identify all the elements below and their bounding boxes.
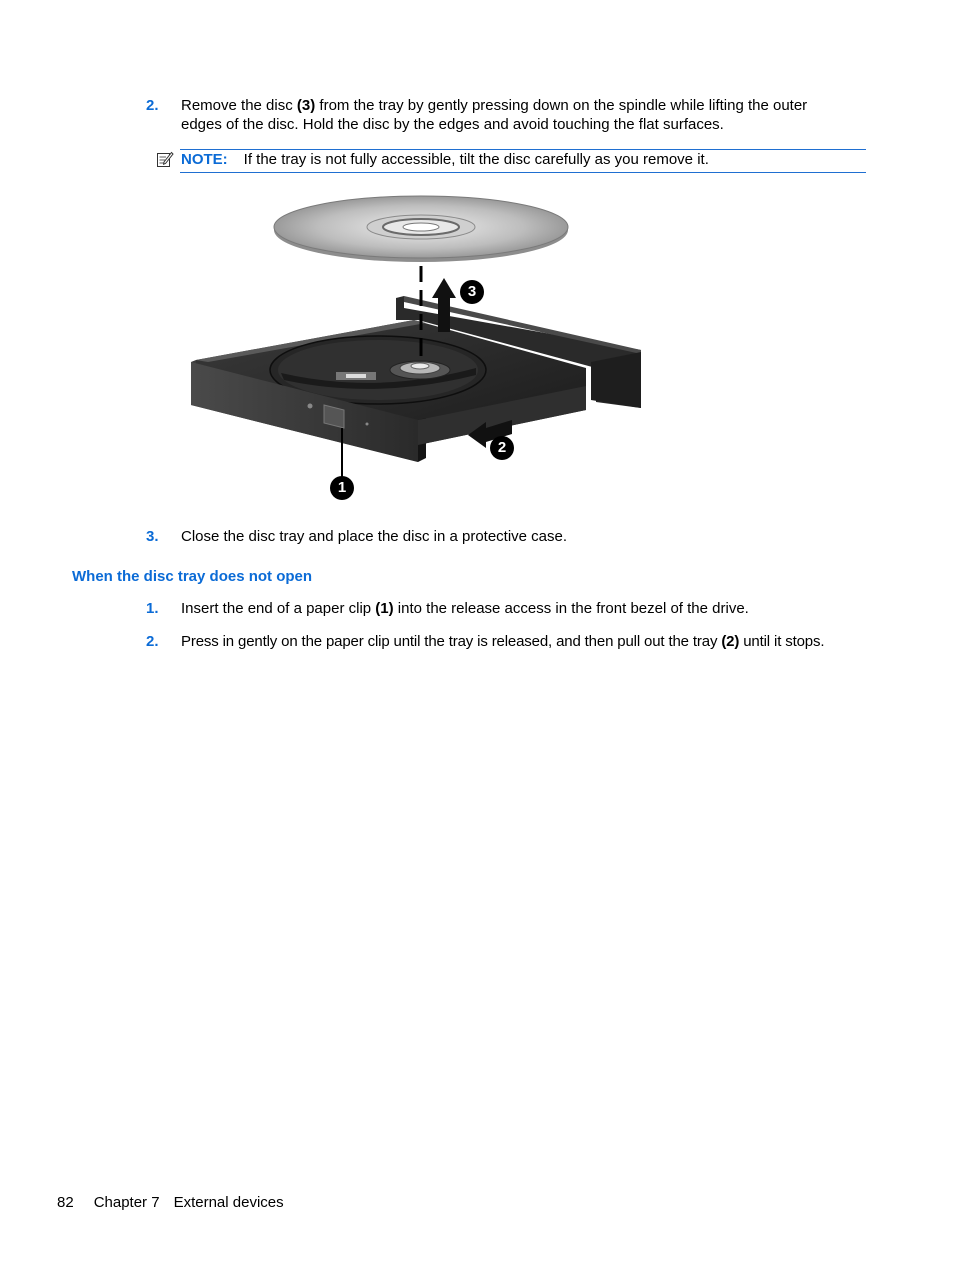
note-pencil-icon <box>156 150 174 168</box>
disc-removal-figure <box>186 190 650 502</box>
step-text <box>181 599 749 618</box>
chapter-title: External devices <box>173 1194 284 1211</box>
step-number: 2. <box>146 97 159 114</box>
step-text-part: until it stops. <box>739 633 825 650</box>
callout-badge-3: 3 <box>460 280 484 304</box>
step-number: 1. <box>146 600 159 617</box>
step-number: 3. <box>146 528 159 545</box>
note-text: If the tray is not fully accessible, tilt the disc carefully as you remove it. <box>243 151 709 168</box>
step-text-part: Insert the end of a paper clip <box>181 600 376 617</box>
step-text-part: Remove the disc <box>181 97 297 114</box>
step-callout-ref: (1) <box>375 600 394 617</box>
note-label: NOTE: <box>181 151 228 168</box>
section-heading: When the disc tray does not open <box>72 568 313 585</box>
step-callout-ref: (3) <box>296 97 316 114</box>
step-callout-ref: (2) <box>721 633 740 650</box>
note <box>181 150 709 169</box>
page-footer <box>57 1193 284 1212</box>
step-number: 2. <box>146 633 159 650</box>
step-text-line2: edges of the disc. Hold the disc by the edges and avoid touching the flat surfaces. <box>181 116 724 133</box>
step-text <box>181 632 824 651</box>
callout-badge-2: 2 <box>490 436 514 460</box>
step-text-part: Press in gently on the paper clip until the tray is released, and then pull out the tray <box>181 633 722 650</box>
chapter-label: Chapter 7 <box>93 1194 160 1211</box>
page-number: 82 <box>57 1194 74 1211</box>
step-text-part: from the tray by gently pressing down on the spindle while lifting the outer <box>315 97 808 114</box>
step-text <box>181 96 871 115</box>
disc <box>274 196 568 262</box>
step-text-part: into the release access in the front bezel of the drive. <box>393 600 749 617</box>
callout-badge-1: 1 <box>330 476 354 500</box>
step-text: Close the disc tray and place the disc in a protective case. <box>181 528 568 545</box>
